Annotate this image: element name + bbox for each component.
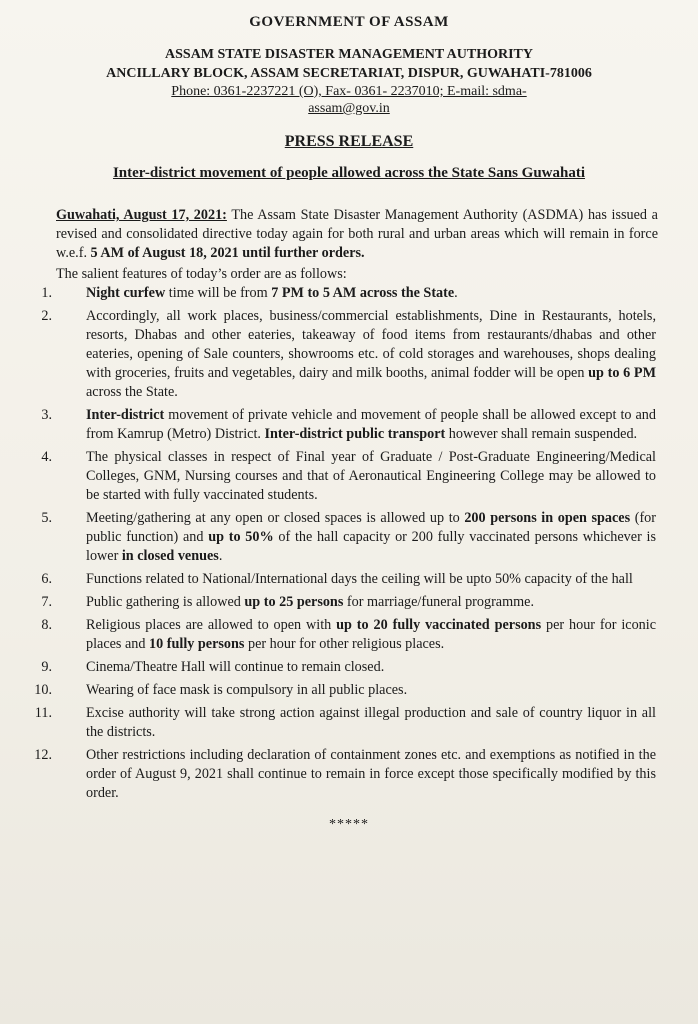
item-text [86, 704, 656, 742]
item-text-segment: (for public function) and [86, 510, 656, 545]
item-number: 10. [34, 682, 52, 698]
intro-text: The Assam State Disaster Management Authority (ASDMA) has issued a revised and consolidated directive today again for both rural and urban areas which will remain in force w.e.f. [56, 207, 658, 261]
item-text [86, 509, 656, 566]
item-text-segment: of the hall capacity or 200 fully vaccinated persons whichever is lower [86, 529, 657, 564]
list-item [0, 570, 656, 589]
item-text-bold: up to 20 fully vaccinated persons [336, 617, 542, 633]
item-number: 9. [41, 659, 52, 675]
item-text-bold: up to 50% [208, 529, 274, 545]
item-text-bold: up to 25 persons [244, 594, 344, 610]
list-item [0, 448, 656, 505]
item-number: 1. [41, 285, 52, 301]
item-text-segment: Cinema/Theatre Hall will continue to remain closed. [86, 659, 385, 675]
item-text [86, 448, 656, 505]
item-text-segment: Accordingly, all work places, business/commercial establishments, Dine in Restaurants, hotels, resorts, Dhabas and other eateries, takeaway of food items from restaurants/dhabas and other eateries, opening of Sale counters, showrooms etc. of cold storages and warehouses, shops dealing with groceries, fruits and vegetables, dairy and milk booths, animal fodder will be open [86, 308, 656, 381]
list-item [0, 704, 656, 742]
item-text-bold: in closed venues [121, 548, 219, 564]
item-number: 2. [41, 308, 52, 324]
item-text [86, 681, 656, 700]
list-item [0, 658, 656, 677]
list-item [0, 593, 656, 612]
item-text-segment: for marriage/funeral programme. [343, 594, 535, 610]
list-item [0, 681, 656, 700]
list-item [0, 406, 656, 444]
order-items-list [0, 284, 698, 803]
end-mark: ***** [329, 817, 369, 832]
item-text-bold: 7 PM to 5 AM across the State [271, 285, 455, 301]
item-text [86, 406, 656, 444]
item-number: 4. [41, 449, 52, 465]
document-subtitle: Inter-district movement of people allowed across the State Sans Guwahati [112, 165, 586, 181]
item-number: 7. [41, 594, 52, 610]
item-text [86, 658, 656, 677]
contact-line-1: Phone: 0361-2237221 (O), Fax- 0361- 2237010; E-mail: sdma- [171, 84, 527, 99]
list-item [0, 307, 656, 402]
item-text-segment: . [218, 548, 223, 564]
government-heading: GOVERNMENT OF ASSAM [249, 14, 449, 30]
item-text-segment: across the State. [86, 384, 178, 400]
item-number: 6. [41, 571, 52, 587]
item-text [86, 284, 656, 303]
item-number: 3. [41, 407, 52, 423]
item-text-segment: per hour for other religious places. [244, 636, 445, 652]
authority-address: ANCILLARY BLOCK, ASSAM SECRETARIAT, DISPUR, GUWAHATI-781006 [106, 66, 592, 81]
effective-date: 5 AM of August 18, 2021 until further orders. [90, 245, 365, 261]
authority-name: ASSAM STATE DISASTER MANAGEMENT AUTHORITY [165, 47, 533, 62]
item-text-bold: 200 persons in open spaces [464, 510, 631, 526]
item-text-bold: Inter-district [86, 407, 165, 423]
item-text-bold: Night curfew [86, 285, 166, 301]
list-item [0, 509, 656, 566]
features-heading: The salient features of today’s order are as follows: [56, 266, 347, 282]
item-text-segment: Excise authority will take strong action against illegal production and sale of country liquor in all the districts. [86, 705, 656, 740]
item-text [86, 307, 656, 402]
contact-line-2: assam@gov.in [308, 101, 390, 116]
document-title: PRESS RELEASE [284, 133, 414, 150]
item-text-segment: Wearing of face mask is compulsory in all public places. [86, 682, 408, 698]
item-number: 11. [34, 705, 52, 721]
item-text-segment: Public gathering is allowed [86, 594, 245, 610]
list-item [0, 746, 656, 803]
item-number: 8. [41, 617, 52, 633]
intro-paragraph [56, 206, 658, 263]
item-text [86, 593, 656, 612]
list-item [0, 284, 656, 303]
item-text-bold: Inter-district public transport [264, 426, 446, 442]
item-number: 12. [34, 747, 52, 763]
item-text [86, 746, 656, 803]
item-text-segment: Other restrictions including declaration of containment zones etc. and exemptions as notified in the order of August 9, 2021 shall continue to remain in force except those specifically modified by this order. [86, 747, 656, 801]
dateline: Guwahati, August 17, 2021: [56, 207, 227, 223]
item-text-segment: The physical classes in respect of Final year of Graduate / Post-Graduate Engineering/Medical Colleges, GNM, Nursing courses and that of Aeronautical Engineering College may be allowed to be started with fully vaccinated students. [86, 449, 656, 503]
item-text-segment: Functions related to National/International days the ceiling will be upto 50% capacity of the hall [86, 571, 633, 587]
item-text-segment: Religious places are allowed to open with [86, 617, 337, 633]
item-number: 5. [41, 510, 52, 526]
item-text [86, 616, 656, 654]
item-text-bold: up to 6 PM [588, 365, 656, 381]
item-text-segment: time will be from [165, 285, 272, 301]
item-text-segment: however shall remain suspended. [445, 426, 638, 442]
item-text-segment: per hour for iconic places and [86, 617, 656, 652]
item-text [86, 570, 656, 589]
letterhead [0, 0, 698, 117]
item-text-segment: movement of private vehicle and movement of people shall be allowed except to and from Kamrup (Metro) District. [86, 407, 656, 442]
list-item [0, 616, 656, 654]
item-text-segment: Meeting/gathering at any open or closed spaces is allowed up to [86, 510, 465, 526]
item-text-segment: . [454, 285, 458, 301]
contact-details [0, 83, 698, 117]
item-text-bold: 10 fully persons [149, 636, 245, 652]
